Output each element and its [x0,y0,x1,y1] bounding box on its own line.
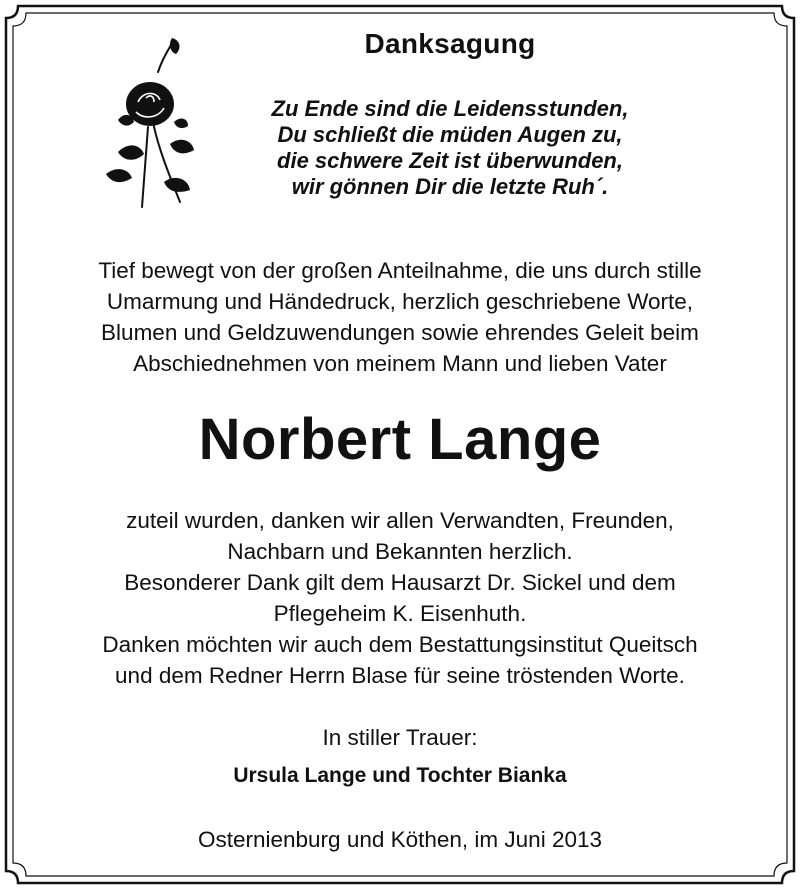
thanks-line: Besonderer Dank gilt dem Hausarzt Dr. Sickel und dem [124,570,676,595]
intro-line: Blumen und Geldzuwendungen sowie ehrendes Geleit beim [101,320,699,345]
deceased-name: Norbert Lange [198,407,602,472]
notice-heading: Danksagung [364,28,536,59]
poem-line: Zu Ende sind die Leidensstunden, [271,96,629,121]
thanks-paragraph [20,505,780,691]
poem-line: Du schließt die müden Augen zu, [277,122,623,147]
thanks-line: und dem Redner Herrn Blase für seine tröstenden Worte. [115,663,685,688]
rose-icon [98,32,198,212]
poem-line: wir gönnen Dir die letzte Ruh´. [291,174,609,199]
intro-line: Abschiednehmen von meinem Mann und lieben Vater [133,351,667,376]
thanks-line: Pflegeheim K. Eisenhuth. [273,601,527,626]
place-date: Osternienburg und Köthen, im Juni 2013 [197,827,602,852]
thanks-line: Danken möchten wir auch dem Bestattungsinstitut Queitsch [102,632,698,657]
intro-line: Tief bewegt von der großen Anteilnahme, die uns durch stille [98,258,702,283]
intro-paragraph [20,255,780,379]
thanks-line: Nachbarn und Bekannten herzlich. [227,539,573,564]
poem-line: die schwere Zeit ist überwunden, [277,148,623,173]
intro-line: Umarmung und Händedruck, herzlich geschriebene Worte, [106,289,694,314]
poem [190,96,710,200]
signers: Ursula Lange und Tochter Bianka [233,764,567,787]
thanks-line: zuteil wurden, danken wir allen Verwandten, Freunden, [126,508,674,533]
mourning-line: In stiller Trauer: [322,725,478,750]
